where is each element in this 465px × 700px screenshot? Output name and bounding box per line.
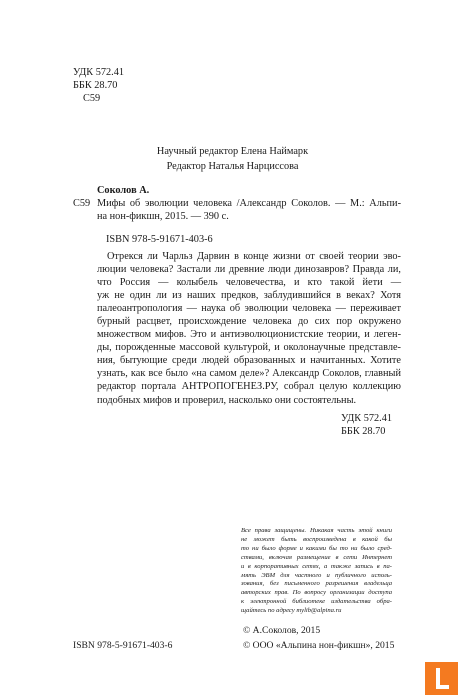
footer-isbn: ISBN 978-5-91671-403-6 — [73, 640, 173, 651]
logo-l-icon — [425, 662, 458, 695]
annotation-line: узнать, как все было «на самом деле»? Александр Соколов, главный — [97, 368, 401, 380]
rights-line: авторских прав. По вопросу организации доступа — [241, 589, 392, 597]
rights-line: не может быть воспроизведена в какой бы — [241, 535, 392, 543]
annotation-line: ды, порожденные массовой культурой, и околонаучные представле- — [97, 342, 401, 354]
copyright-publisher: © ООО «Альпина нон-фикшн», 2015 — [243, 640, 395, 651]
rights-line: то ни было форме и какими бы то ни было сред- — [241, 544, 392, 552]
annotation-line: что Россия — колыбель человечества, и кто такой йети — — [97, 277, 401, 289]
copyright-author: © А.Соколов, 2015 — [243, 625, 321, 636]
scientific-editor: Научный редактор Елена Наймарк — [156, 146, 309, 157]
rights-line: Все права защищены. Никакая часть этой книги — [241, 527, 392, 534]
bib-author: Соколов А. — [97, 185, 150, 196]
annotation — [97, 250, 401, 407]
rights-notice — [241, 527, 392, 616]
annotation-line: ния, бытующие среди людей образованных и начитанных. Хотите — [97, 355, 401, 367]
udk-code-bottom: УДК 572.41 — [341, 413, 393, 424]
rights-line: к электронной библиотеке издательства обра- — [241, 598, 392, 606]
editors-block — [0, 144, 465, 174]
annotation-line: редактор портала АНТРОПОГЕНЕЗ.РУ, собрал целую коллекцию — [97, 381, 401, 393]
classification-codes — [73, 66, 124, 105]
publisher-logo — [425, 662, 458, 695]
author-mark: С59 — [83, 93, 101, 104]
annotation-line: люции человека? Застали ли древние люди динозавров? Правда ли, — [97, 264, 401, 276]
rights-line: зования, без письменного разрешения владельца — [241, 580, 392, 588]
bib-mark: С59 — [73, 198, 91, 209]
rights-line: щайтесь по адресу mylib@alpina.ru — [241, 607, 342, 615]
rights-line: мять ЭВМ для частного и публичного исполь- — [241, 571, 392, 579]
annotation-line: бурный расцвет, происхождение человека до сих пор окружено — [97, 316, 401, 328]
annotation-line: палеоантропология — наука об эволюции человека — переживает — [97, 303, 401, 315]
rights-line: и в корпоративных сетях, а также запись в па- — [241, 562, 392, 570]
annotation-line: Отрекся ли Чарльз Дарвин в конце жизни от своей теории эво- — [107, 251, 401, 262]
editor: Редактор Наталья Нарциссова — [166, 161, 299, 172]
bib-title-line-2: на нон-фикшн, 2015. — 390 с. — [97, 211, 229, 222]
rights-line: ствами, включая размещение в сети Интернет — [241, 553, 392, 561]
annotation-line: подобных мифов и проверил, насколько они состоятельны. — [97, 394, 357, 406]
bbk-code: ББК 28.70 — [73, 80, 118, 91]
bib-isbn: ISBN 978-5-91671-403-6 — [106, 234, 213, 245]
bib-title-line-1: Мифы об эволюции человека /Александр Соколов. — М.: Альпи- — [97, 198, 401, 209]
annotation-line: множеством мифов. Это и антиэволюционистские теории, и леген- — [97, 329, 401, 341]
classification-codes-bottom — [341, 412, 392, 438]
bbk-code-bottom: ББК 28.70 — [341, 426, 386, 437]
udk-code: УДК 572.41 — [73, 67, 125, 78]
annotation-line: уж не один ли из наших предков, заблудившийся в веках? Хотя — [97, 290, 401, 302]
